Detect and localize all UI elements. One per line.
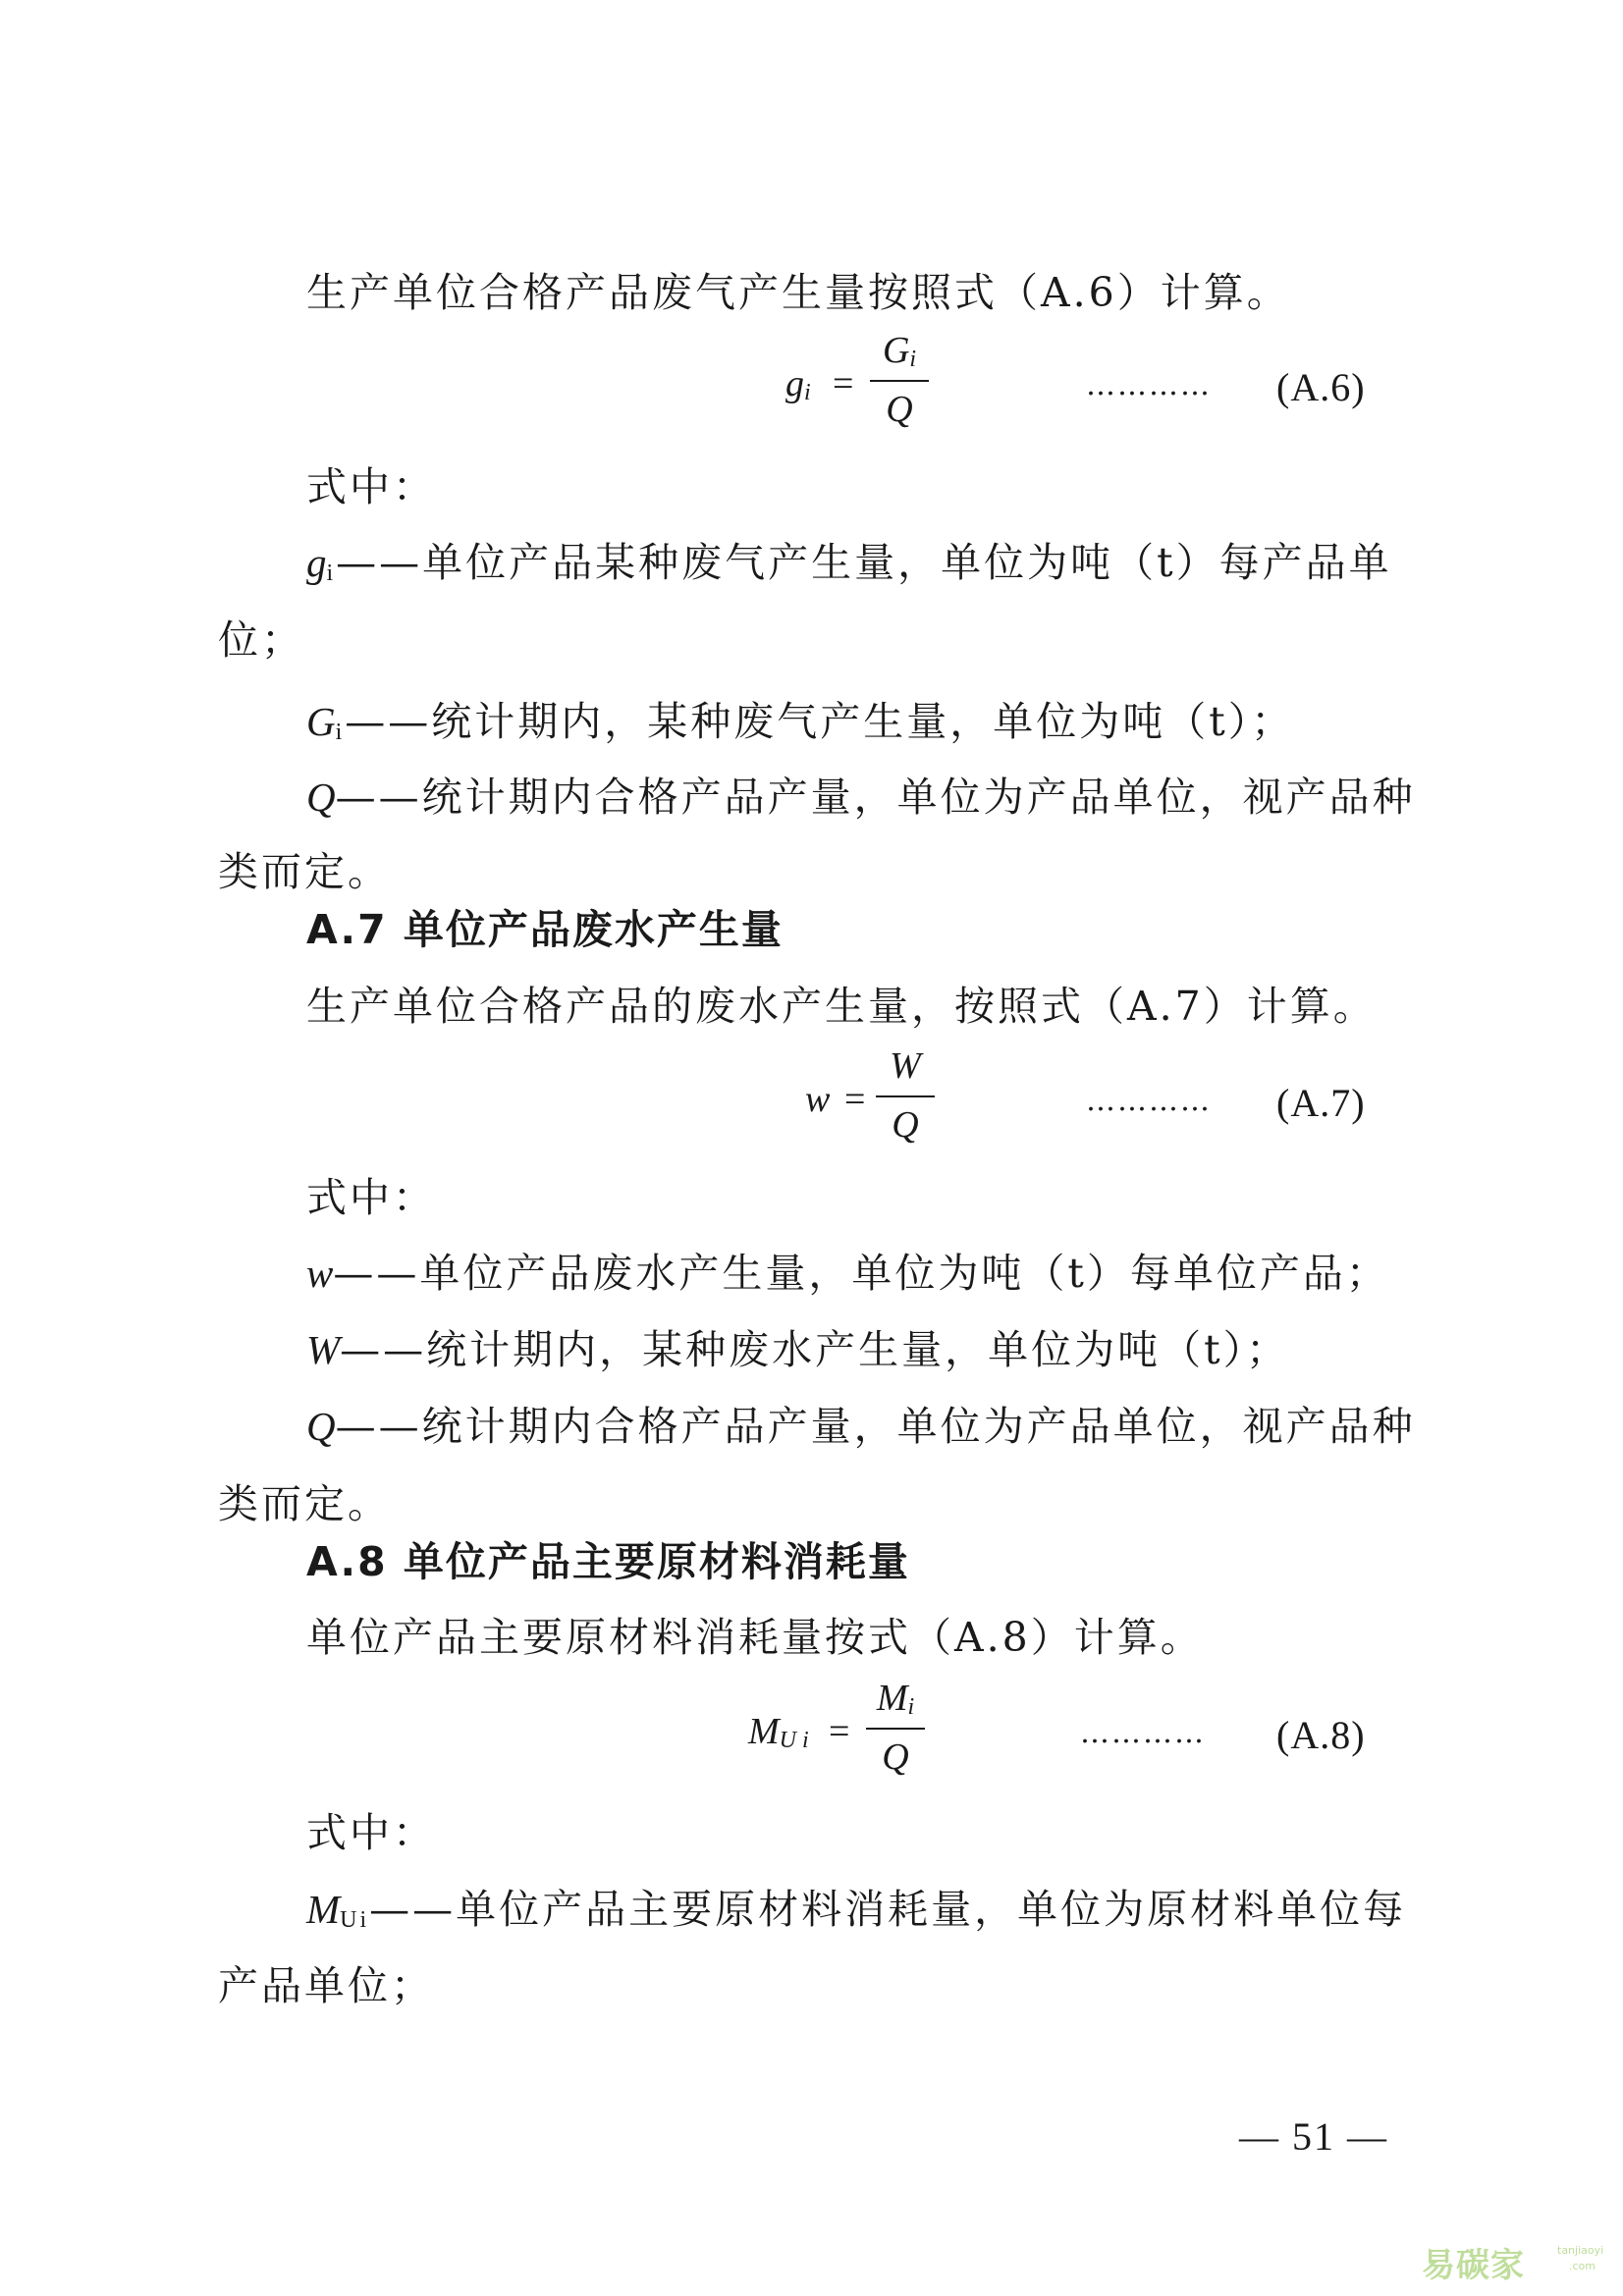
formula-a7-denominator: Q xyxy=(892,1104,919,1146)
watermark-text: 易碳家 xyxy=(1422,2246,1525,2285)
paragraph-a6-intro: 生产单位合格产品废气产生量按照式（A.6）计算。 xyxy=(306,269,1290,316)
definition-Q-2-cont: 类而定。 xyxy=(218,1480,391,1527)
definition-Q-2: Q——统计期内合格产品产量，单位为产品单位，视产品种 xyxy=(306,1403,1416,1450)
formula-a6-equals: = xyxy=(833,363,854,404)
definition-Q-1-cont: 类而定。 xyxy=(218,848,391,895)
formula-a7-leader-dots: ………… xyxy=(1086,1084,1212,1118)
formula-a7-numerator: W xyxy=(890,1045,921,1087)
formula-a6: gi = Gi Q ………… (A.6) xyxy=(785,330,1366,430)
formula-a8-leader-dots: ………… xyxy=(1080,1716,1206,1750)
definition-MUi: MUi——单位产品主要原材料消耗量，单位为原材料单位每 xyxy=(306,1886,1407,1933)
formula-a6-leader-dots: ………… xyxy=(1086,368,1212,402)
formula-a8-lhs: MU i xyxy=(748,1711,809,1753)
formula-a7 xyxy=(805,1044,1394,1146)
formula-a8-equals: = xyxy=(829,1711,850,1752)
paragraph-a8-intro: 单位产品主要原材料消耗量按式（A.8）计算。 xyxy=(306,1614,1204,1661)
shizhong-label-2: 式中： xyxy=(306,1174,436,1221)
formula-a6-denominator: Q xyxy=(886,389,913,430)
watermark-logo xyxy=(1422,2236,1618,2285)
page-number: — 51 — xyxy=(1239,2114,1388,2159)
shizhong-label-1: 式中： xyxy=(306,463,436,510)
formula-a8-numerator: M xyxy=(876,1678,908,1719)
watermark-site: tanjiaoyi xyxy=(1557,2244,1604,2257)
definition-Gi: Gi——统计期内，某种废气产生量，单位为吨（t）； xyxy=(306,698,1295,745)
definition-MUi-cont: 产品单位； xyxy=(218,1962,434,2009)
definition-gi: gi——单位产品某种废气产生量，单位为吨（t）每产品单 xyxy=(306,539,1392,586)
formula-a8: MU i = Mi Q ………… (A.8) xyxy=(748,1678,1366,1778)
formula-a7-number: (A.7) xyxy=(1276,1081,1366,1125)
fraction-bar xyxy=(870,380,929,382)
definition-W: W——统计期内，某种废水产生量，单位为吨（t）； xyxy=(306,1326,1290,1373)
formula-a8-denominator: Q xyxy=(882,1736,909,1778)
formula-a6-numerator: G xyxy=(882,330,910,371)
formula-a6-number: (A.6) xyxy=(1276,365,1366,409)
definition-w: w——单位产品废水产生量，单位为吨（t）每单位产品； xyxy=(306,1250,1389,1297)
formula-a8-number: (A.8) xyxy=(1276,1713,1366,1757)
paragraph-a7-intro: 生产单位合格产品的废水产生量，按照式（A.7）计算。 xyxy=(306,983,1377,1030)
definition-Q-1: Q——统计期内合格产品产量，单位为产品单位，视产品种 xyxy=(306,774,1416,821)
formula-a7-equals: = xyxy=(844,1079,866,1120)
formula-a6-lhs: gi xyxy=(785,363,811,405)
fraction-bar xyxy=(876,1095,935,1097)
definition-gi-cont: 位； xyxy=(218,616,304,664)
section-heading-a8: A.8 单位产品主要原材料消耗量 xyxy=(306,1538,910,1585)
fraction-bar xyxy=(866,1728,925,1730)
shizhong-label-3: 式中： xyxy=(306,1809,436,1856)
watermark-domain: .com xyxy=(1569,2260,1596,2272)
section-heading-a7: A.7 单位产品废水产生量 xyxy=(306,906,784,953)
formula-a7-lhs: w xyxy=(805,1079,831,1120)
